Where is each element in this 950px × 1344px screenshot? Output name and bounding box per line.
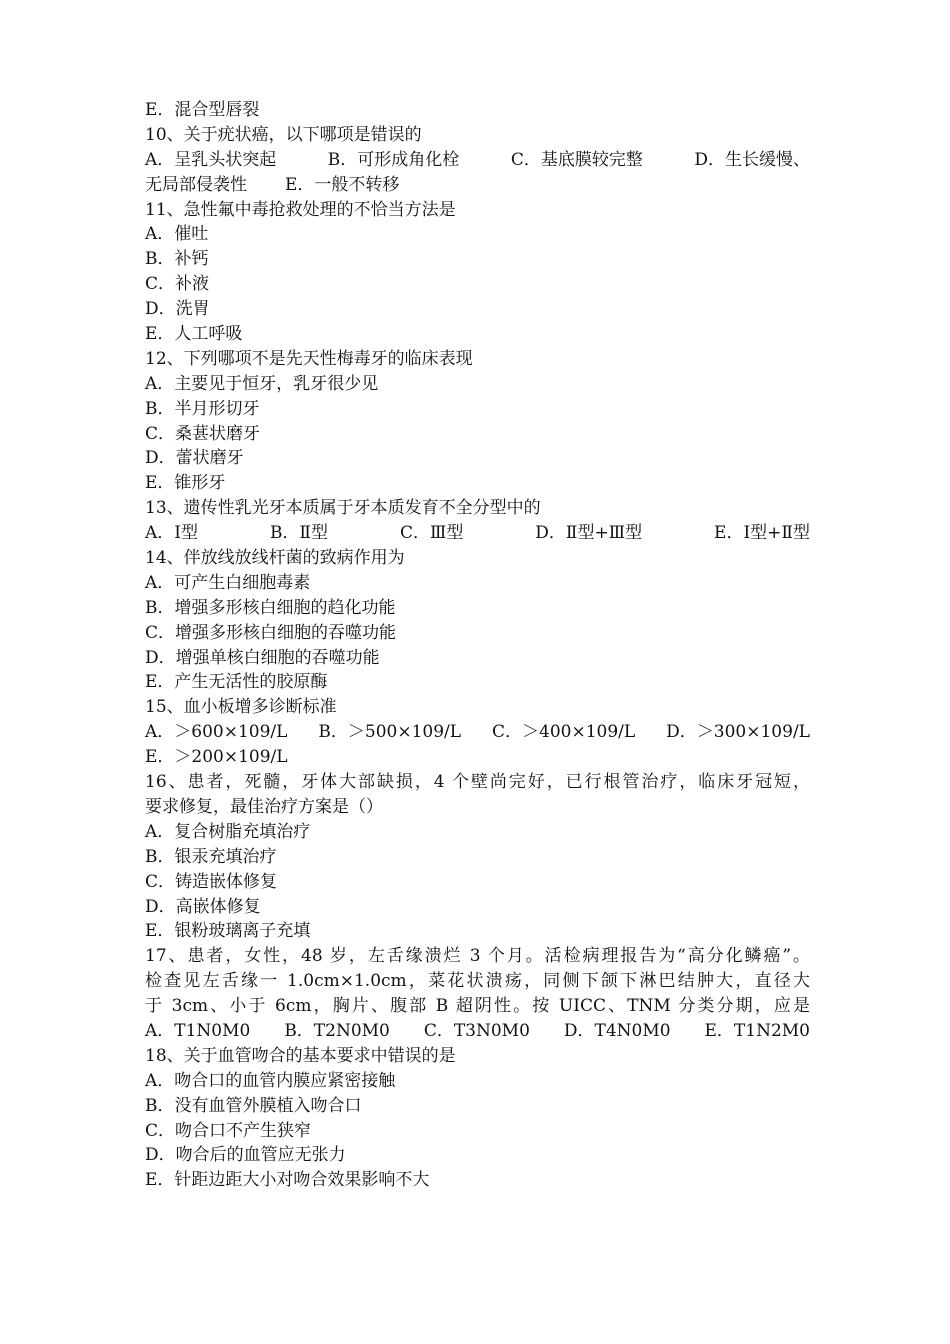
options-row [145, 720, 810, 745]
text-line: D．洗胃 [145, 299, 210, 320]
text-line: A．可产生白细胞毒素 [145, 572, 311, 593]
text-line: E．产生无活性的胶原酶 [145, 672, 328, 693]
answer-option: E．T1N2M0 [704, 1020, 810, 1041]
text-line: D．蕾状磨牙 [145, 448, 244, 469]
text-line: B．补钙 [145, 249, 209, 270]
text-line: D．吻合后的血管应无张力 [145, 1145, 346, 1166]
answer-option: C．Ⅲ型 [399, 523, 464, 544]
question-text: 12、下列哪项不是先天性梅毒牙的临床表现 [145, 348, 473, 369]
answer-option: A．Ⅰ型 [145, 523, 198, 544]
question-text: 14、伴放线放线杆菌的致病作用为 [145, 548, 405, 569]
answer-option: D．T4N0M0 [563, 1020, 671, 1041]
text-line: B．没有血管外膜植入吻合口 [145, 1095, 362, 1116]
text-line: 要求修复，最佳治疗方案是（） [145, 796, 383, 817]
question-text: 17、患者，女性，48 岁，左舌缘溃烂 3 个月。活检病理报告为“高分化鳞癌”。 [145, 946, 810, 967]
text-line: B．增强多形核白细胞的趋化功能 [145, 597, 396, 618]
options-row [145, 521, 810, 546]
text-line: D．增强单核白细胞的吞噬功能 [145, 647, 380, 668]
text-line: E．人工呼吸 [145, 324, 243, 345]
text-line: C．铸造嵌体修复 [145, 871, 278, 892]
answer-option: E．Ⅰ型+Ⅱ型 [714, 523, 810, 544]
answer-option: B．＞500×109/L [318, 722, 462, 743]
options-row [145, 148, 810, 173]
answer-option: D．＞300×109/L [666, 722, 810, 743]
text-line: C．吻合口不产生狭窄 [145, 1120, 312, 1141]
text-line: C．增强多形核白细胞的吞噬功能 [145, 622, 397, 643]
text-line: E．银粉玻璃离子充填 [145, 921, 311, 942]
question-text: 15、血小板增多诊断标准 [145, 697, 337, 718]
text-line: A．催吐 [145, 224, 209, 245]
answer-option: E．一般不转移 [285, 174, 400, 195]
answer-option: A．呈乳头状突起 [145, 149, 277, 170]
answer-option: D．生长缓慢、 [694, 149, 810, 170]
text-line: A．主要见于恒牙，乳牙很少见 [145, 373, 379, 394]
answer-option: C．＞400×109/L [492, 722, 636, 743]
text-line: E．针距边距大小对吻合效果影响不大 [145, 1170, 430, 1191]
text-line: B．银汞充填治疗 [145, 846, 277, 867]
answer-option: B．Ⅱ型 [269, 523, 328, 544]
answer-option: C．基底膜较完整 [510, 149, 643, 170]
text-line: C．补液 [145, 274, 210, 295]
answer-option: A．＞600×109/L [145, 722, 288, 743]
answer-option: B．可形成角化栓 [327, 149, 460, 170]
text-line: 于 3cm、小于 6cm，胸片、腹部 B 超阴性。按 UICC、TNM 分类分期，应是 [145, 996, 810, 1017]
text-line: E．锥形牙 [145, 473, 226, 494]
question-text: 13、遗传性乳光牙本质属于牙本质发育不全分型中的 [145, 498, 541, 519]
answer-option: D．Ⅱ型+Ⅲ型 [535, 523, 643, 544]
options-row [145, 1019, 810, 1044]
answer-option: B．T2N0M0 [284, 1020, 390, 1041]
answer-option: C．T3N0M0 [423, 1020, 530, 1041]
text-line: E．＞200×109/L [145, 747, 288, 768]
question-text: 18、关于血管吻合的基本要求中错误的是 [145, 1045, 456, 1066]
text-line: C．桑葚状磨牙 [145, 423, 261, 444]
text-line: D．高嵌体修复 [145, 896, 261, 917]
question-text: 16、患者，死髓，牙体大部缺损，4 个壁尚完好，已行根管治疗，临床牙冠短， [145, 772, 810, 793]
question-text: 11、急性氟中毒抢救处理的不恰当方法是 [145, 199, 456, 220]
options-row [145, 173, 810, 198]
text-line: B．半月形切牙 [145, 398, 260, 419]
exam-questions-body [145, 98, 810, 1193]
answer-option: 无局部侵袭性 [145, 174, 247, 195]
text-line: A．吻合口的血管内膜应紧密接触 [145, 1070, 396, 1091]
text-line: E．混合型唇裂 [145, 100, 260, 120]
text-line: 检查见左舌缘一 1.0cm×1.0cm，菜花状溃疡，同侧下颌下淋巴结肿大，直径大 [145, 971, 810, 992]
text-line: A．复合树脂充填治疗 [145, 821, 311, 842]
question-text: 10、关于疣状癌，以下哪项是错误的 [145, 124, 422, 145]
answer-option: A．T1N0M0 [145, 1020, 251, 1041]
